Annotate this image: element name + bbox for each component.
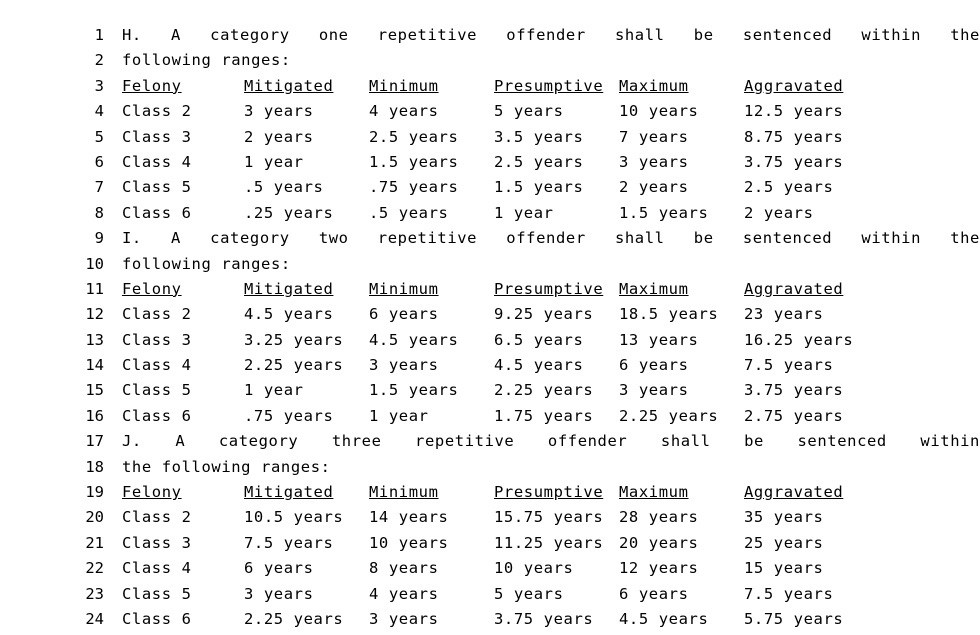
column-header-mitigated: Mitigated	[244, 279, 334, 298]
cell-mitigated: 1 year	[244, 152, 304, 171]
cell-aggravated: 23 years	[744, 305, 824, 324]
line-number: 12	[85, 305, 104, 324]
column-header-mitigated: Mitigated	[244, 483, 334, 502]
column-header-aggravated: Aggravated	[744, 76, 844, 95]
cell-mitigated: 3 years	[244, 584, 314, 603]
line-number: 23	[85, 584, 104, 603]
cell-aggravated: 2.75 years	[744, 406, 844, 425]
table-row	[0, 153, 980, 178]
cell-aggravated: 7.5 years	[744, 584, 834, 603]
cell-minimum: 4 years	[369, 102, 439, 121]
column-header-felony: Felony	[122, 483, 182, 502]
column-header-minimum: Minimum	[369, 279, 439, 298]
column-header-presumptive: Presumptive	[494, 279, 604, 298]
cell-presumptive: 1.75 years	[494, 406, 594, 425]
cell-maximum: 2.25 years	[619, 406, 719, 425]
table-row	[0, 585, 980, 610]
cell-presumptive: 2.5 years	[494, 152, 584, 171]
cell-maximum: 10 years	[619, 102, 699, 121]
column-header-maximum: Maximum	[619, 279, 689, 298]
cell-minimum: 1.5 years	[369, 381, 459, 400]
cell-aggravated: 25 years	[744, 533, 824, 552]
cell-felony: Class 6	[122, 203, 192, 222]
table-row	[0, 508, 980, 533]
cell-felony: Class 4	[122, 152, 192, 171]
column-header-maximum: Maximum	[619, 76, 689, 95]
cell-presumptive: 9.25 years	[494, 305, 594, 324]
column-header-aggravated: Aggravated	[744, 483, 844, 502]
table-row	[0, 610, 980, 635]
cell-aggravated: 2.5 years	[744, 178, 834, 197]
line-number: 18	[85, 457, 104, 476]
cell-minimum: .75 years	[369, 178, 459, 197]
cell-aggravated: 12.5 years	[744, 102, 844, 121]
cell-felony: Class 4	[122, 356, 192, 375]
cell-maximum: 13 years	[619, 330, 699, 349]
paragraph-i-line2: following ranges:	[122, 254, 291, 273]
cell-felony: Class 5	[122, 584, 192, 603]
cell-aggravated: 3.75 years	[744, 152, 844, 171]
cell-felony: Class 3	[122, 127, 192, 146]
cell-minimum: 2.5 years	[369, 127, 459, 146]
cell-mitigated: 2 years	[244, 127, 314, 146]
cell-minimum: 4.5 years	[369, 330, 459, 349]
cell-presumptive: 3.75 years	[494, 609, 594, 628]
cell-minimum: 14 years	[369, 508, 449, 527]
cell-mitigated: 10.5 years	[244, 508, 344, 527]
cell-felony: Class 6	[122, 609, 192, 628]
line-number: 2	[94, 51, 104, 70]
paragraph-j-line1: J. A category three repetitive offender shall be sentenced within	[122, 432, 980, 451]
cell-maximum: 28 years	[619, 508, 699, 527]
cell-maximum: 4.5 years	[619, 609, 709, 628]
cell-minimum: 1 year	[369, 406, 429, 425]
cell-aggravated: 16.25 years	[744, 330, 854, 349]
line-number: 6	[94, 152, 104, 171]
cell-felony: Class 3	[122, 533, 192, 552]
cell-mitigated: 3.25 years	[244, 330, 344, 349]
cell-minimum: .5 years	[369, 203, 449, 222]
cell-maximum: 2 years	[619, 178, 689, 197]
table-row	[0, 178, 980, 203]
cell-mitigated: .5 years	[244, 178, 324, 197]
cell-aggravated: 5.75 years	[744, 609, 844, 628]
cell-maximum: 6 years	[619, 356, 689, 375]
cell-maximum: 20 years	[619, 533, 699, 552]
cell-minimum: 4 years	[369, 584, 439, 603]
text-line	[0, 26, 980, 51]
line-number: 16	[85, 406, 104, 425]
cell-minimum: 8 years	[369, 559, 439, 578]
line-number: 11	[85, 279, 104, 298]
cell-minimum: 3 years	[369, 356, 439, 375]
line-number: 3	[94, 76, 104, 95]
cell-mitigated: 3 years	[244, 102, 314, 121]
cell-felony: Class 2	[122, 102, 192, 121]
cell-minimum: 3 years	[369, 609, 439, 628]
text-line	[0, 229, 980, 254]
cell-presumptive: 1 year	[494, 203, 554, 222]
column-header-aggravated: Aggravated	[744, 279, 844, 298]
cell-presumptive: 11.25 years	[494, 533, 604, 552]
cell-presumptive: 4.5 years	[494, 356, 584, 375]
paragraph-h-line2: following ranges:	[122, 51, 291, 70]
line-number: 10	[85, 254, 104, 273]
cell-mitigated: 2.25 years	[244, 356, 344, 375]
cell-maximum: 1.5 years	[619, 203, 709, 222]
line-number: 20	[85, 508, 104, 527]
column-header-felony: Felony	[122, 76, 182, 95]
text-line	[0, 255, 980, 280]
table-row	[0, 102, 980, 127]
cell-mitigated: .75 years	[244, 406, 334, 425]
cell-aggravated: 7.5 years	[744, 356, 834, 375]
cell-felony: Class 2	[122, 508, 192, 527]
column-header-presumptive: Presumptive	[494, 483, 604, 502]
text-line	[0, 458, 980, 483]
cell-aggravated: 8.75 years	[744, 127, 844, 146]
cell-aggravated: 2 years	[744, 203, 814, 222]
table-row	[0, 331, 980, 356]
table-header-row	[0, 280, 980, 305]
paragraph-j-line2: the following ranges:	[122, 457, 331, 476]
cell-presumptive: 3.5 years	[494, 127, 584, 146]
line-number: 17	[85, 432, 104, 451]
cell-felony: Class 2	[122, 305, 192, 324]
table-row	[0, 407, 980, 432]
cell-minimum: 1.5 years	[369, 152, 459, 171]
line-number: 4	[94, 102, 104, 121]
line-number: 7	[94, 178, 104, 197]
cell-mitigated: 4.5 years	[244, 305, 334, 324]
cell-presumptive: 1.5 years	[494, 178, 584, 197]
column-header-felony: Felony	[122, 279, 182, 298]
cell-mitigated: 6 years	[244, 559, 314, 578]
cell-felony: Class 5	[122, 178, 192, 197]
paragraph-h-line1: H. A category one repetitive offender shall be sentenced within the	[122, 26, 980, 44]
line-number: 8	[94, 203, 104, 222]
cell-aggravated: 15 years	[744, 559, 824, 578]
cell-felony: Class 5	[122, 381, 192, 400]
cell-maximum: 3 years	[619, 381, 689, 400]
table-row	[0, 356, 980, 381]
table-row	[0, 559, 980, 584]
cell-presumptive: 5 years	[494, 102, 564, 121]
cell-felony: Class 6	[122, 406, 192, 425]
cell-minimum: 6 years	[369, 305, 439, 324]
cell-presumptive: 2.25 years	[494, 381, 594, 400]
table-row	[0, 534, 980, 559]
cell-presumptive: 6.5 years	[494, 330, 584, 349]
line-number: 5	[94, 127, 104, 146]
cell-mitigated: 1 year	[244, 381, 304, 400]
line-number: 22	[85, 559, 104, 578]
cell-aggravated: 3.75 years	[744, 381, 844, 400]
table-header-row	[0, 483, 980, 508]
cell-mitigated: 7.5 years	[244, 533, 334, 552]
column-header-mitigated: Mitigated	[244, 76, 334, 95]
line-number: 24	[85, 609, 104, 628]
cell-maximum: 6 years	[619, 584, 689, 603]
cell-mitigated: 2.25 years	[244, 609, 344, 628]
table-row	[0, 305, 980, 330]
cell-maximum: 3 years	[619, 152, 689, 171]
paragraph-i-line1: I. A category two repetitive offender shall be sentenced within the	[122, 229, 980, 248]
cell-maximum: 12 years	[619, 559, 699, 578]
cell-presumptive: 5 years	[494, 584, 564, 603]
cell-felony: Class 3	[122, 330, 192, 349]
cell-presumptive: 15.75 years	[494, 508, 604, 527]
cell-maximum: 7 years	[619, 127, 689, 146]
cell-mitigated: .25 years	[244, 203, 334, 222]
table-row	[0, 128, 980, 153]
table-row	[0, 381, 980, 406]
line-number: 21	[85, 533, 104, 552]
text-line	[0, 51, 980, 76]
cell-presumptive: 10 years	[494, 559, 574, 578]
table-row	[0, 204, 980, 229]
table-header-row	[0, 77, 980, 102]
text-line	[0, 432, 980, 457]
cell-felony: Class 4	[122, 559, 192, 578]
line-number: 1	[94, 26, 104, 44]
column-header-minimum: Minimum	[369, 76, 439, 95]
column-header-presumptive: Presumptive	[494, 76, 604, 95]
column-header-maximum: Maximum	[619, 483, 689, 502]
line-number: 13	[85, 330, 104, 349]
line-number: 14	[85, 356, 104, 375]
line-number: 9	[94, 229, 104, 248]
column-header-minimum: Minimum	[369, 483, 439, 502]
cell-aggravated: 35 years	[744, 508, 824, 527]
cell-minimum: 10 years	[369, 533, 449, 552]
line-number: 19	[85, 483, 104, 502]
cell-maximum: 18.5 years	[619, 305, 719, 324]
line-number: 15	[85, 381, 104, 400]
